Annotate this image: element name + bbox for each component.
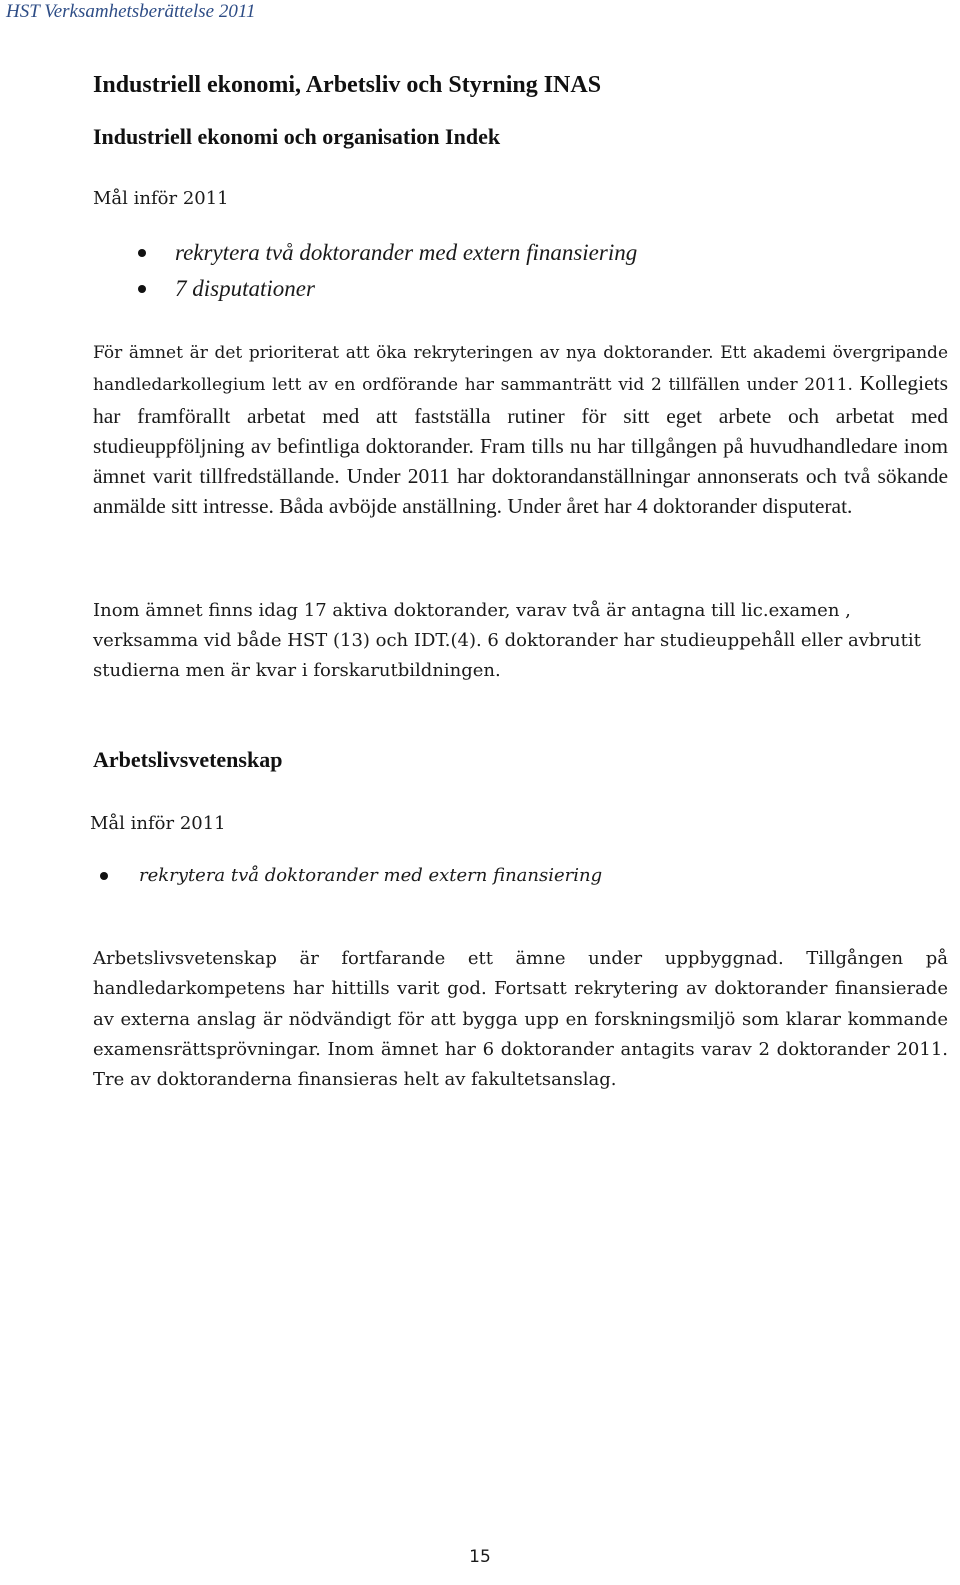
paragraph-arbetsliv: Arbetslivsvetenskap är fortfarande ett ämne under uppbyggnad. Tillgången på handledarkompetens har hittills varit god. Fortsatt rekrytering av doktorander finansierade av externa anslag är nödvändigt för att bygga upp en forskningsmiljö som klarar kommande examensrättsprövningar. Inom ämnet har 6 doktorander antagits varav 2 doktorander 2011. Tre av doktoranderna finansieras helt av fakultetsanslag. <box>93 948 948 1091</box>
list-item <box>93 271 948 307</box>
section-heading-arbetsliv: Arbetslivsvetenskap <box>93 747 283 772</box>
list-item <box>93 858 948 894</box>
paragraph-inas-1-part-a: För ämnet är det prioriterat att öka rekryteringen av nya doktorander. Ett akademi övergripande handledarkollegium lett av en ordförande har sammanträtt vid 2 tillfällen under 2011. <box>93 343 948 396</box>
paragraph-inas-1-part-b: Kollegiets har framförallt arbetat med att fastställa rutiner för sitt eget arbete och arbetat med studieuppföljning av befintliga doktorander. Fram tills nu har tillgången på huvudhandledare inom ämnet varit tillfredställande. Under 2011 har doktorandanställningar annonserats och två sökande anmälde sitt intresse. Båda avböjde anställning. Under året har 4 doktorander disputerat. <box>93 371 948 518</box>
list-item <box>93 235 948 271</box>
subsection-heading-indek: Industriell ekonomi och organisation Indek <box>93 124 501 149</box>
bullet-icon <box>138 249 146 257</box>
page-number: 15 <box>469 1547 491 1567</box>
running-header: HST Verksamhetsberättelse 2011 <box>6 1 256 22</box>
goals-label-arbetsliv: Mål inför 2011 <box>90 813 226 834</box>
goals-label-inas: Mål inför 2011 <box>93 188 229 209</box>
goal-text: rekrytera två doktorander med extern finansiering <box>139 865 603 886</box>
bullet-icon <box>100 872 108 880</box>
goal-text: rekrytera två doktorander med extern finansiering <box>175 240 638 265</box>
section-heading-inas: Industriell ekonomi, Arbetsliv och Styrning INAS <box>93 72 602 98</box>
bullet-icon <box>138 285 146 293</box>
goals-list-inas <box>93 235 948 307</box>
goals-list-arbetsliv <box>93 858 948 894</box>
paragraph-inas-1 <box>93 338 948 521</box>
paragraph-inas-2: Inom ämnet finns idag 17 aktiva doktorander, varav två är antagna till lic.examen , verksamma vid både HST (13) och IDT.(4). 6 doktorander har studieuppehåll eller avbrutit studierna men är kvar i forskarutbildningen. <box>93 600 921 681</box>
goal-text: 7 disputationer <box>175 276 315 301</box>
